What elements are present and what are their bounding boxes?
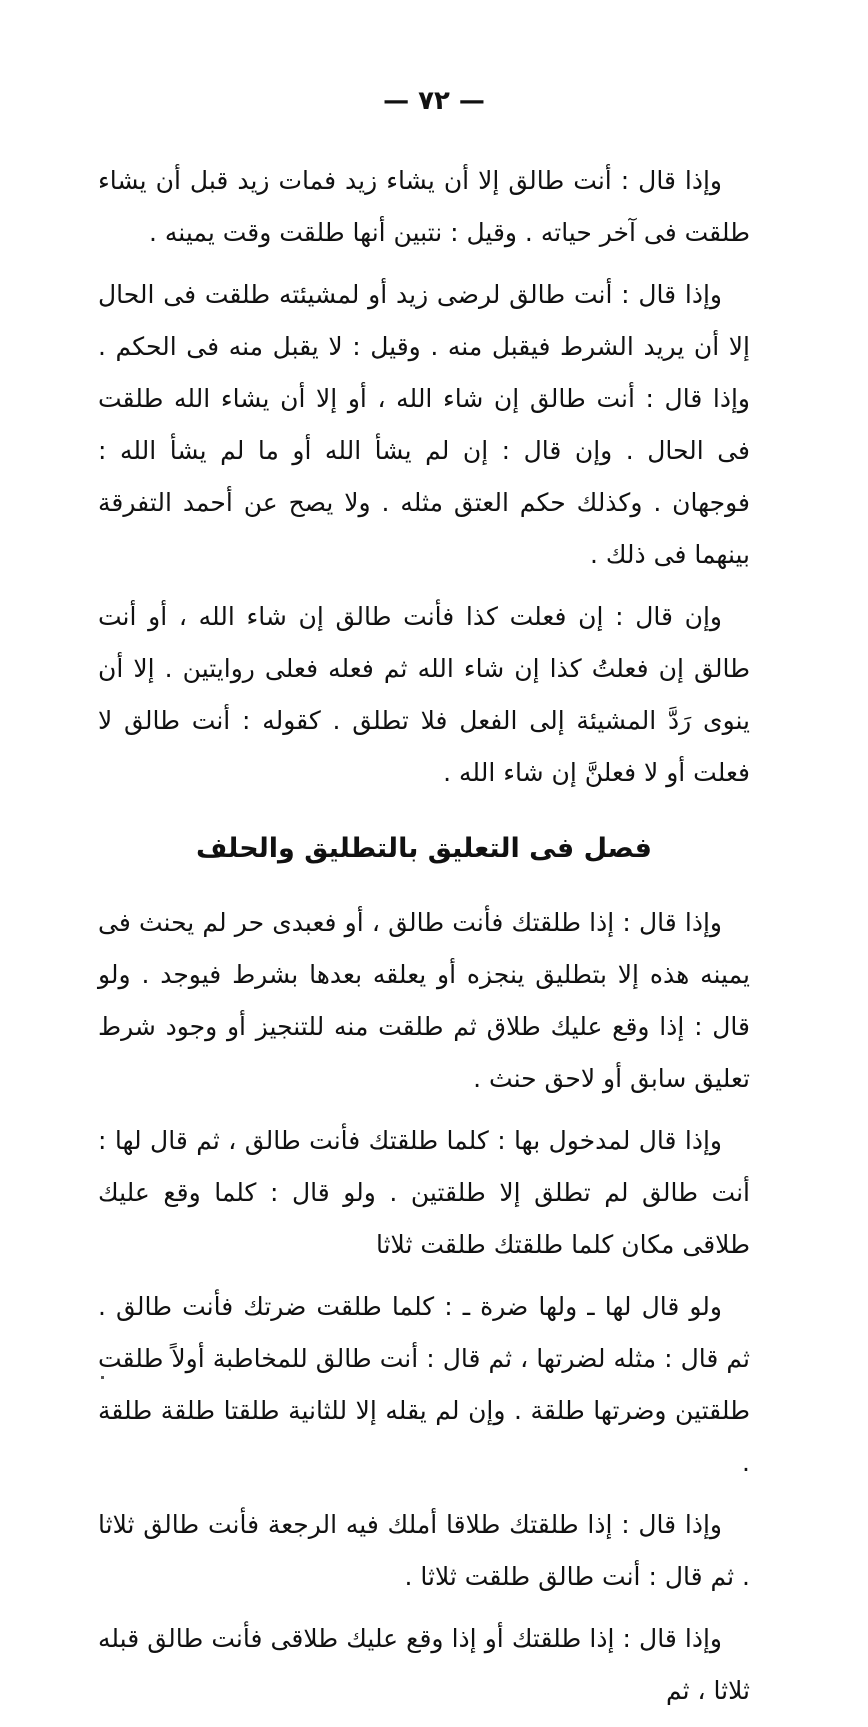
page-number: — ٧٢ — <box>383 86 485 116</box>
page-speck <box>101 1376 104 1379</box>
paragraph-4: وإذا قال : إذا طلقتك فأنت طالق ، أو فعبدى حر لم يحنث فى يمينه هذه إلا بتطليق ينجزه أو يعلقه بعدها بشرط فيوجد . ولو قال : إذا وقع عليك طلاق ثم طلقت منه للتنجيز أو وجود شرط تعليق سابق أو لاحق حنث . <box>98 908 750 1093</box>
paragraph-2: وإذا قال : أنت طالق لرضى زيد أو لمشيئته طلقت فى الحال إلا أن يريد الشرط فيقبل منه . وقيل : لا يقبل منه فى الحكم . وإذا قال : أنت طالق إن شاء الله ، أو إلا أن يشاء الله طلقت فى الحال . وإن قال : إن لم يشأ الله أو ما لم يشأ الله : فوجهان . وكذلك حكم العتق مثله . ولا يصح عن أحمد التفرقة بينهما فى ذلك . <box>98 280 750 569</box>
paragraph-3: وإن قال : إن فعلت كذا فأنت طالق إن شاء الله ، أو أنت طالق إن فعلتُ كذا إن شاء الله ثم فعله فعلى روايتين . إلا أن ينوى رَدَّ المشيئة إلى الفعل فلا تطلق . كقوله : أنت طالق لا فعلت أو لا فعلنَّ إن شاء الله . <box>98 602 750 787</box>
paragraph-1: وإذا قال : أنت طالق إلا أن يشاء زيد فمات زيد قبل أن يشاء طلقت فى آخر حياته . وقيل : نتبين أنها طلقت وقت يمينه . <box>98 166 750 247</box>
paragraph-6: ولو قال لها ـ ولها ضرة ـ : كلما طلقت ضرتك فأنت طالق . ثم قال : مثله لضرتها ، ثم قال : أنت طالق للمخاطبة أولاً طلقت طلقتين وضرتها طلقة . وإن لم يقله إلا للثانية طلقتا طلقة طلقة . <box>98 1292 750 1477</box>
paragraph-5: وإذا قال لمدخول بها : كلما طلقتك فأنت طالق ، ثم قال لها : أنت طالق لم تطلق إلا طلقتين . ولو قال : كلما وقع عليك طلاقى مكان كلما طلقتك طلقت ثلاثا <box>98 1126 750 1259</box>
paragraph-8: وإذا قال : إذا طلقتك أو إذا وقع عليك طلاقى فأنت طالق قبله ثلاثا ، ثم <box>98 1624 750 1705</box>
section-heading: فصل فى التعليق بالتطليق والحلف <box>196 833 652 864</box>
body-text <box>98 155 750 1727</box>
paragraph-7: وإذا قال : إذا طلقتك طلاقا أملك فيه الرجعة فأنت طالق ثلاثا . ثم قال : أنت طالق طلقت ثلاثا . <box>98 1510 750 1591</box>
